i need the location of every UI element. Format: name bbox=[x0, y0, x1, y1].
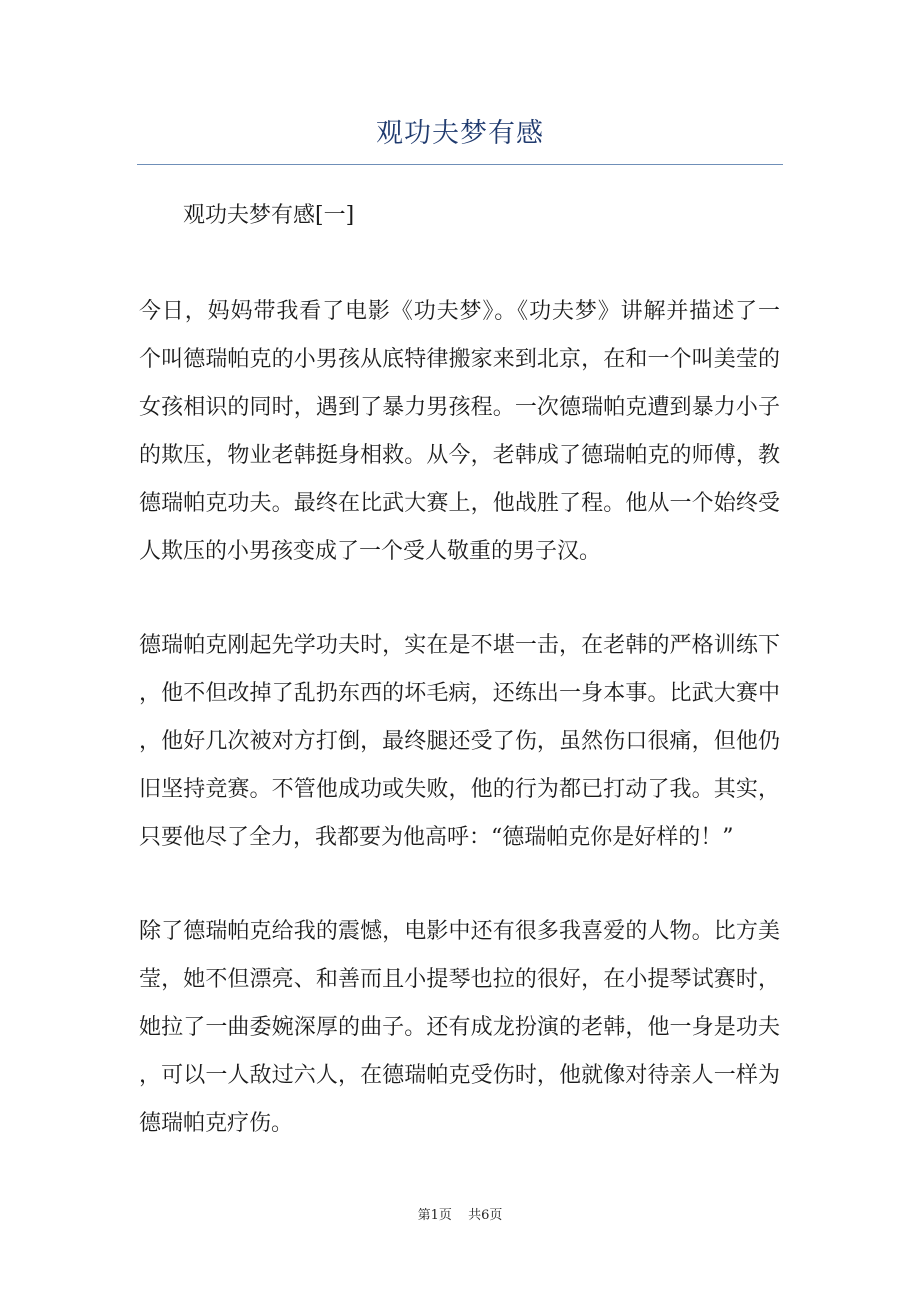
document-body bbox=[139, 288, 780, 1148]
text-line: ，可以一人敌过六人，在德瑞帕克受伤时，他就像对待亲人一样为 bbox=[139, 1063, 780, 1088]
text-line: 今日，妈妈带我看了电影《功夫梦》。《功夫梦》讲解并描述了一 bbox=[139, 299, 780, 324]
text-line: 人欺压的小男孩变成了一个受人敬重的男子汉。 bbox=[139, 539, 602, 564]
text-line: 女孩相识的同时，遇到了暴力男孩程。一次德瑞帕克遭到暴力小子 bbox=[139, 395, 780, 420]
title-divider bbox=[137, 164, 783, 165]
text-line: 除了德瑞帕克给我的震憾，电影中还有很多我喜爱的人物。比方美 bbox=[139, 919, 780, 944]
text-line: 只要他尽了全力，我都要为他高呼：“德瑞帕克你是好样的！” bbox=[139, 825, 734, 850]
paragraph-2 bbox=[139, 622, 780, 862]
page-number: 第1页 bbox=[417, 1208, 452, 1223]
text-line: 个叫德瑞帕克的小男孩从底特律搬家来到北京，在和一个叫美莹的 bbox=[139, 347, 780, 372]
text-line: 德瑞帕克刚起先学功夫时，实在是不堪一击，在老韩的严格训练下 bbox=[139, 633, 780, 658]
text-line: 德瑞帕克疗伤。 bbox=[139, 1111, 294, 1136]
text-line: 德瑞帕克功夫。最终在比武大赛上，他战胜了程。他从一个始终受 bbox=[139, 491, 780, 516]
document-title: 观功夫梦有感 bbox=[376, 118, 544, 149]
text-line: 她拉了一曲委婉深厚的曲子。还有成龙扮演的老韩，他一身是功夫 bbox=[139, 1015, 780, 1040]
page-total: 共6页 bbox=[468, 1208, 503, 1223]
text-line: 旧坚持竞赛。不管他成功或失败，他的行为都已打动了我。其实， bbox=[139, 777, 780, 802]
paragraph-3 bbox=[139, 908, 780, 1148]
page-footer bbox=[0, 1206, 920, 1226]
text-line: ，他不但改掉了乱扔东西的坏毛病，还练出一身本事。比武大赛中 bbox=[139, 681, 780, 706]
text-line: ，他好几次被对方打倒，最终腿还受了伤，虽然伤口很痛，但他仍 bbox=[139, 729, 780, 754]
paragraph-1 bbox=[139, 288, 780, 576]
text-line: 莹，她不但漂亮、和善而且小提琴也拉的很好，在小提琴试赛时， bbox=[139, 967, 780, 992]
section-heading: 观功夫梦有感[一] bbox=[183, 203, 355, 228]
text-line: 的欺压，物业老韩挺身相救。从今，老韩成了德瑞帕克的师傅，教 bbox=[139, 443, 780, 468]
